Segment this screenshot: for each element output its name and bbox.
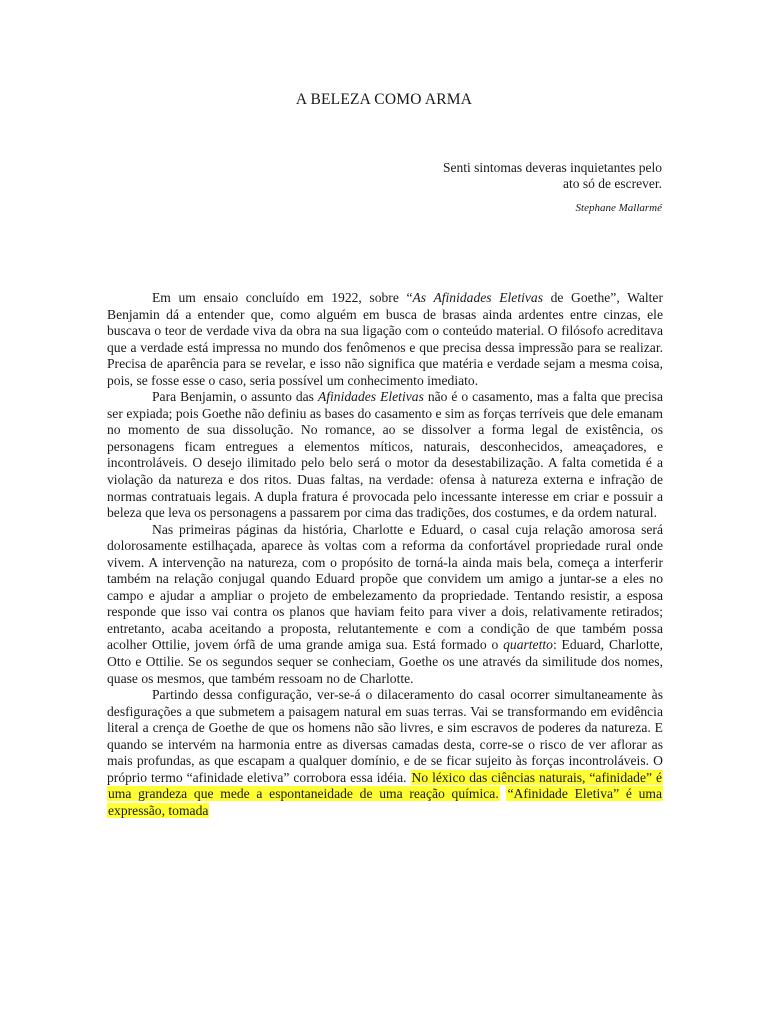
- paragraph-1-text-c: de Goethe”, Walter Benjamin dá a entender que, como alguém em busca de brasas ainda ardentes entre cinzas, ele buscava o teor de verdade viva da obra na sua ligação com o conteúdo material. O filósofo acreditava que a verdade está impressa no mundo dos fenômenos e que precisa dessa impressão para se realizar. Precisa de aparência para se revelar, e isso não significa que matéria e verdade sejam a mesma coisa, pois, se fosse esse o caso, seria possível um conhecimento imediato.: [107, 290, 663, 388]
- paragraph-4-text-a: Partindo dessa configuração, ver-se-á o dilaceramento do casal ocorrer simultaneamente às desfigurações a que submetem a paisagem natural em suas terras. Vai se transformando em evidência literal a crença de Goethe de que os homens não são livres, e sim escravos de poderes da natureza. E quando se intervém na harmonia entre as diversas camadas desta, corre-se o risco de ver aflorar as mais profundas, as que escapam a qualquer domínio, e de se ficar sujeito às forças incontroláveis. O próprio termo “afinidade eletiva” corrobora essa idéia.: [107, 687, 663, 785]
- paragraph-3-text-a: Nas primeiras páginas da história, Charlotte e Eduard, o casal cuja relação amorosa será dolorosamente estilhaçada, aparece às voltas com a reforma da confortável propriedade rural onde vivem. A intervenção na natureza, com o propósito de torná-la ainda mais bela, começa a interferir também na relação conjugal quando Eduard propõe que convidem um amigo a juntar-se a eles no campo e ajudar a ampliar o projeto de embelezamento da propriedade. Tentando resistir, a esposa responde que isso vai contra os planos que haviam feito para viver a dois, relativamente retirados; entretanto, acaba aceitando a proposta, relutantemente e com a condição de que também possa acolher Ottilie, jovem órfã de uma grande amiga sua. Está formado o: [107, 521, 663, 653]
- document-title: A BELEZA COMO ARMA: [295, 91, 473, 108]
- highlighted-text-1: No léxico das ciências naturais, “afinidade” é uma grandeza que mede a espontaneidade de uma reação química.: [108, 769, 662, 802]
- paragraph-3: [107, 522, 663, 687]
- paragraph-3-text-c: : Eduard, Charlotte, Otto e Ottilie. Se os segundos sequer se conheciam, Goethe os une através da similitude dos nomes, quase os mesmos, que também ressoam no de Charlotte.: [107, 637, 663, 686]
- paragraph-4: [107, 687, 663, 819]
- epigraph-author: Stephane Mallarmé: [575, 202, 662, 214]
- epigraph-line-1: Senti sintomas deveras inquietantes pelo: [443, 160, 662, 175]
- paragraph-3-italic-term: quartetto: [503, 637, 553, 653]
- paragraph-2: [107, 389, 663, 521]
- document-body: [107, 290, 663, 820]
- paragraph-2-book-title: Afinidades Eletivas: [317, 389, 424, 405]
- paragraph-1-text-a: Em um ensaio concluído em 1922, sobre “: [152, 290, 413, 305]
- paragraph-2-text-c: não é o casamento, mas a falta que precisa ser expiada; pois Goethe não definiu as bases do casamento e sim as forças terríveis que dele emanam no momento de sua dissolução. No romance, ao se dissolver a forma legal de existência, os personagens ficam entregues a elementos míticos, naturais, desconhecidos, ameaçadores, e incontroláveis. O desejo ilimitado pelo belo será o motor da desestabilização. A falta cometida é a violação da natureza e dos ritos. Duas faltas, na verdade: ofensa à natureza externa e infração de normas contratuais legais. A dupla fratura é provocada pelo incessante interesse em criar e possuir a beleza que leva os personagens a passarem por cima das tradições, dos costumes, e da ordem natural.: [107, 389, 663, 521]
- epigraph-line-2: ato só de escrever.: [563, 176, 662, 191]
- paragraph-1: [107, 290, 663, 389]
- paragraph-1-book-title: As Afinidades Eletivas: [412, 290, 543, 305]
- highlighted-text-2: “Afinidade Eletiva” é uma expressão, tomada: [108, 786, 662, 818]
- epigraph: [362, 160, 662, 216]
- paragraph-2-text-a: Para Benjamin, o assunto das: [152, 389, 318, 405]
